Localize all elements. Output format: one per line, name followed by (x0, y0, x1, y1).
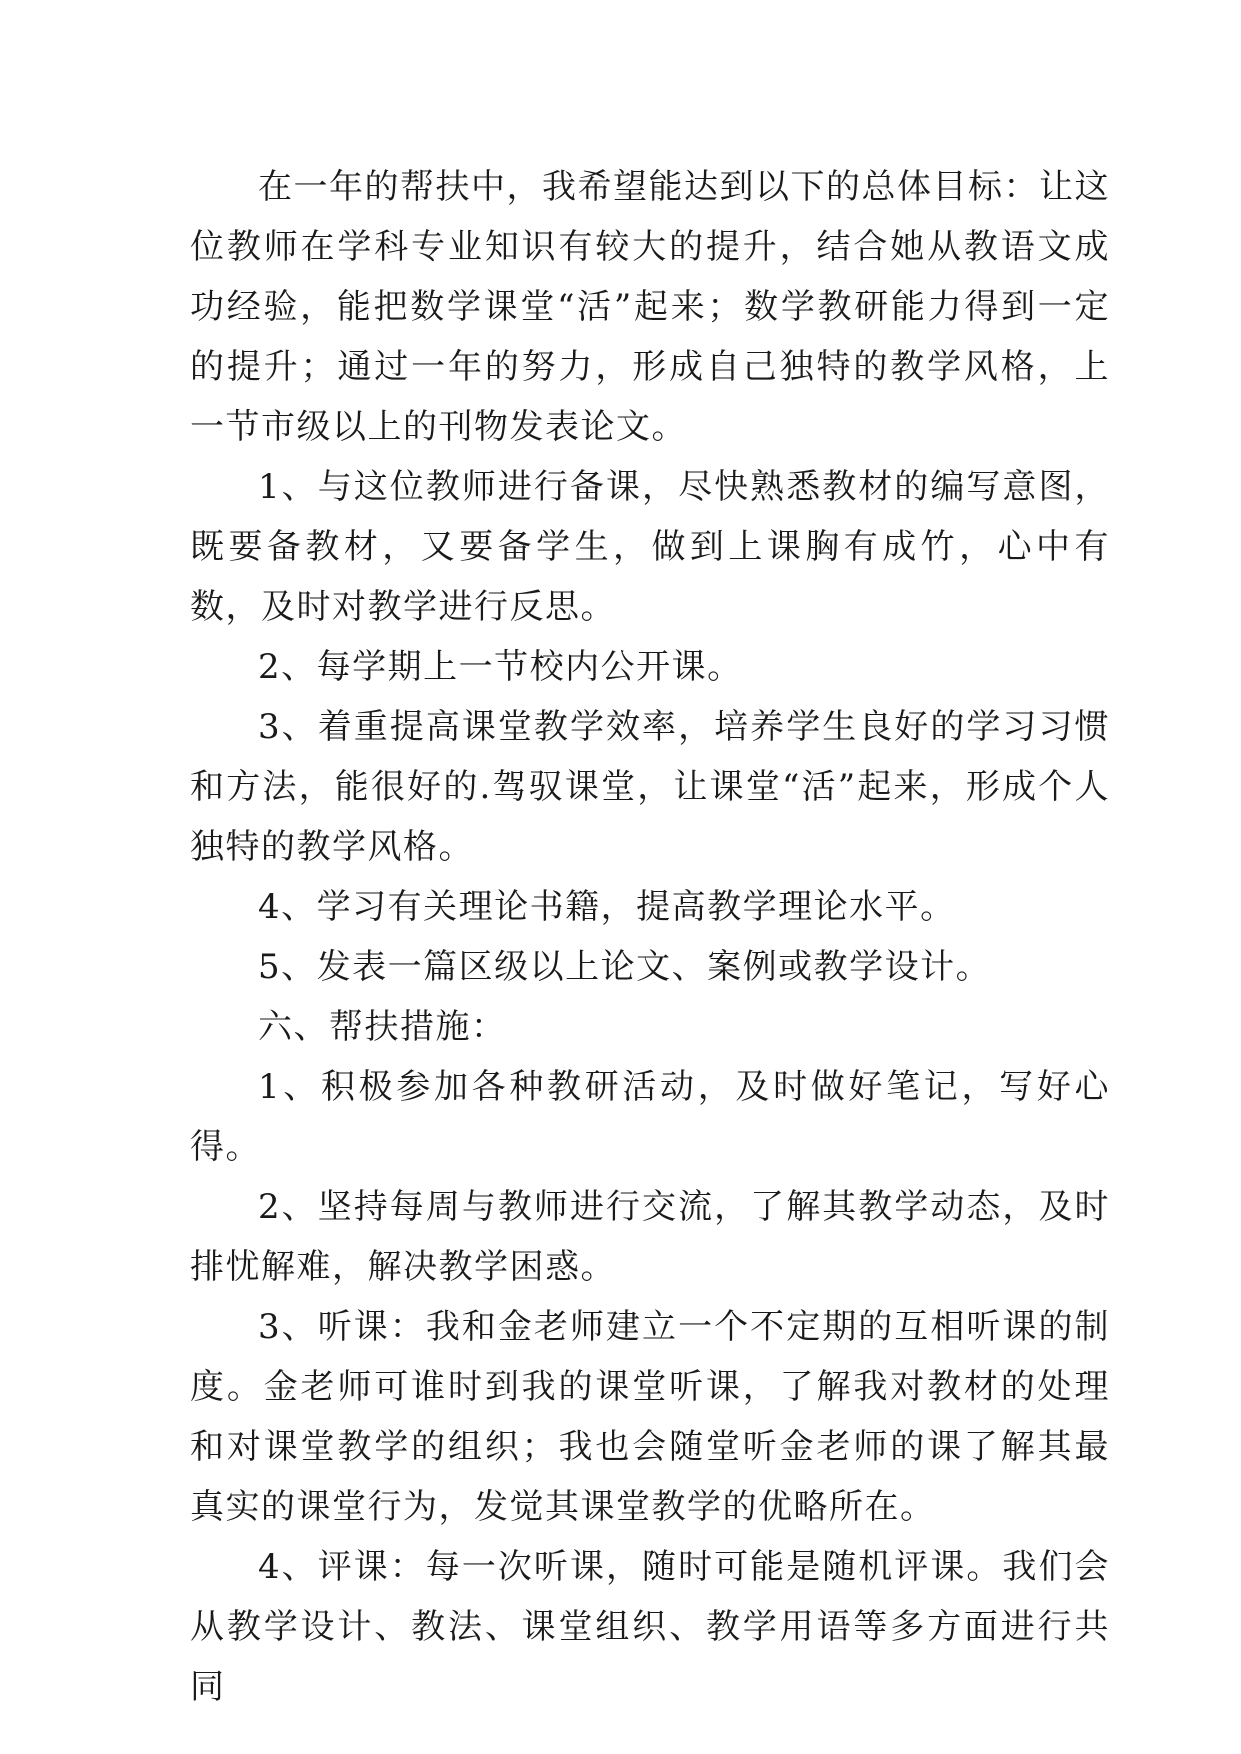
paragraph-measure-4: 4、评课：每一次听课，随时可能是随机评课。我们会从教学设计、教法、课堂组织、教学用语等多方面进行共同 (190, 1547, 1110, 1707)
paragraph-item-4: 4、学习有关理论书籍，提高教学理论水平。 (258, 887, 956, 927)
paragraph-measure-3: 3、听课：我和金老师建立一个不定期的互相听课的制度。金老师可谁时到我的课堂听课，了解我对教材的处理和对课堂教学的组织；我也会随堂听金老师的课了解其最真实的课堂行为，发觉其课堂教学的优略所在。 (190, 1307, 1110, 1527)
paragraph-item-3: 3、着重提高课堂教学效率，培养学生良好的学习习惯和方法，能很好的.驾驭课堂，让课堂“活”起来，形成个人独特的教学风格。 (190, 707, 1110, 867)
paragraph-item-1: 1、与这位教师进行备课，尽快熟悉教材的编写意图，既要备教材，又要备学生，做到上课胸有成竹，心中有数，及时对教学进行反思。 (190, 467, 1110, 627)
paragraph-item-5: 5、发表一篇区级以上论文、案例或教学设计。 (258, 947, 992, 987)
paragraph-measure-2: 2、坚持每周与教师进行交流，了解其教学动态，及时排忧解难，解决教学困惑。 (190, 1187, 1110, 1287)
paragraph-goal: 在一年的帮扶中，我希望能达到以下的总体目标：让这位教师在学科专业知识有较大的提升，结合她从教语文成功经验，能把数学课堂“活”起来；数学教研能力得到一定的提升；通过一年的努力，形成自己独特的教学风格，上一节市级以上的刊物发表论文。 (190, 167, 1110, 447)
paragraph-item-2: 2、每学期上一节校内公开课。 (258, 647, 743, 687)
section-heading-measures: 六、帮扶措施： (258, 1007, 507, 1047)
paragraph-measure-1: 1、积极参加各种教研活动，及时做好笔记，写好心得。 (190, 1067, 1110, 1167)
document-body (190, 157, 1110, 1717)
